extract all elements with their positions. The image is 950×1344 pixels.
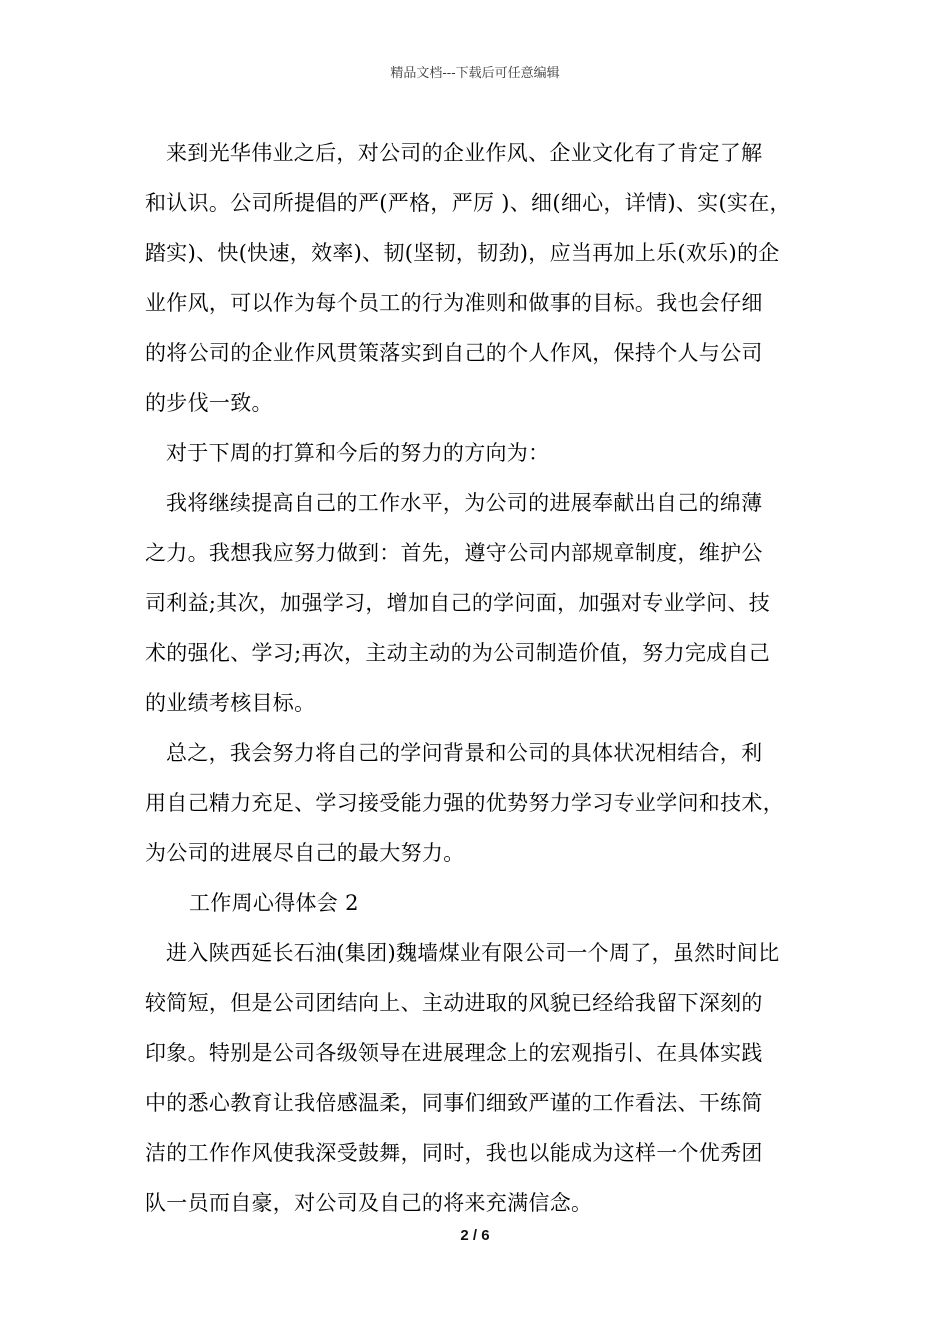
paragraph-line: 的步伐一致。	[145, 391, 273, 415]
paragraph-line: 业作风，可以作为每个员工的行为准则和做事的目标。我也会仔细	[145, 291, 763, 315]
paragraph-line: 和认识。公司所提倡的严(严格，严厉 )、细(细心，详情)、实(实在，	[145, 191, 791, 215]
paragraph-line: 来到光华伟业之后，对公司的企业作风、企业文化有了肯定了解	[166, 141, 763, 165]
section-heading: 工作周心得体会 2	[189, 891, 359, 915]
paragraph-line: 总之，我会努力将自己的学问背景和公司的具体状况相结合，利	[166, 741, 763, 765]
paragraph-line: 之力。我想我应努力做到：首先，遵守公司内部规章制度，维护公	[145, 541, 763, 565]
paragraph-line: 队一员而自豪，对公司及自己的将来充满信念。	[145, 1191, 593, 1215]
paragraph-line: 印象。特别是公司各级领导在进展理念上的宏观指引、在具体实践	[145, 1041, 763, 1065]
paragraph-line: 中的悉心教育让我倍感温柔，同事们细致严谨的工作看法、干练简	[145, 1091, 763, 1115]
paragraph-line: 较简短，但是公司团结向上、主动进取的风貌已经给我留下深刻的	[145, 991, 763, 1015]
document-body	[145, 128, 810, 1228]
paragraph-line: 的将公司的企业作风贯策落实到自己的个人作风，保持个人与公司	[145, 341, 763, 365]
paragraph-line: 对于下周的打算和今后的努力的方向为：	[166, 441, 550, 465]
paragraph-line: 用自己精力充足、学习接受能力强的优势努力学习专业学问和技术，	[145, 791, 784, 815]
paragraph-line: 的业绩考核目标。	[145, 691, 316, 715]
page-number: 2 / 6	[460, 1227, 490, 1244]
page-header-watermark: 精品文档---下载后可任意编辑	[390, 66, 560, 81]
paragraph-line: 进入陕西延长石油(集团)魏墙煤业有限公司一个周了，虽然时间比	[166, 941, 780, 965]
paragraph-line: 踏实)、快(快速，效率)、韧(坚韧，韧劲)，应当再加上乐(欢乐)的企	[145, 241, 780, 265]
paragraph-line: 我将继续提高自己的工作水平，为公司的进展奉献出自己的绵薄	[166, 491, 763, 515]
paragraph-line: 司利益;其次，加强学习，增加自己的学问面，加强对专业学问、技	[145, 591, 771, 615]
paragraph-line: 术的强化、学习;再次，主动主动的为公司制造价值，努力完成自己	[145, 641, 771, 665]
paragraph-line: 为公司的进展尽自己的最大努力。	[145, 841, 465, 865]
paragraph-line: 洁的工作作风使我深受鼓舞，同时，我也以能成为这样一个优秀团	[145, 1141, 763, 1165]
